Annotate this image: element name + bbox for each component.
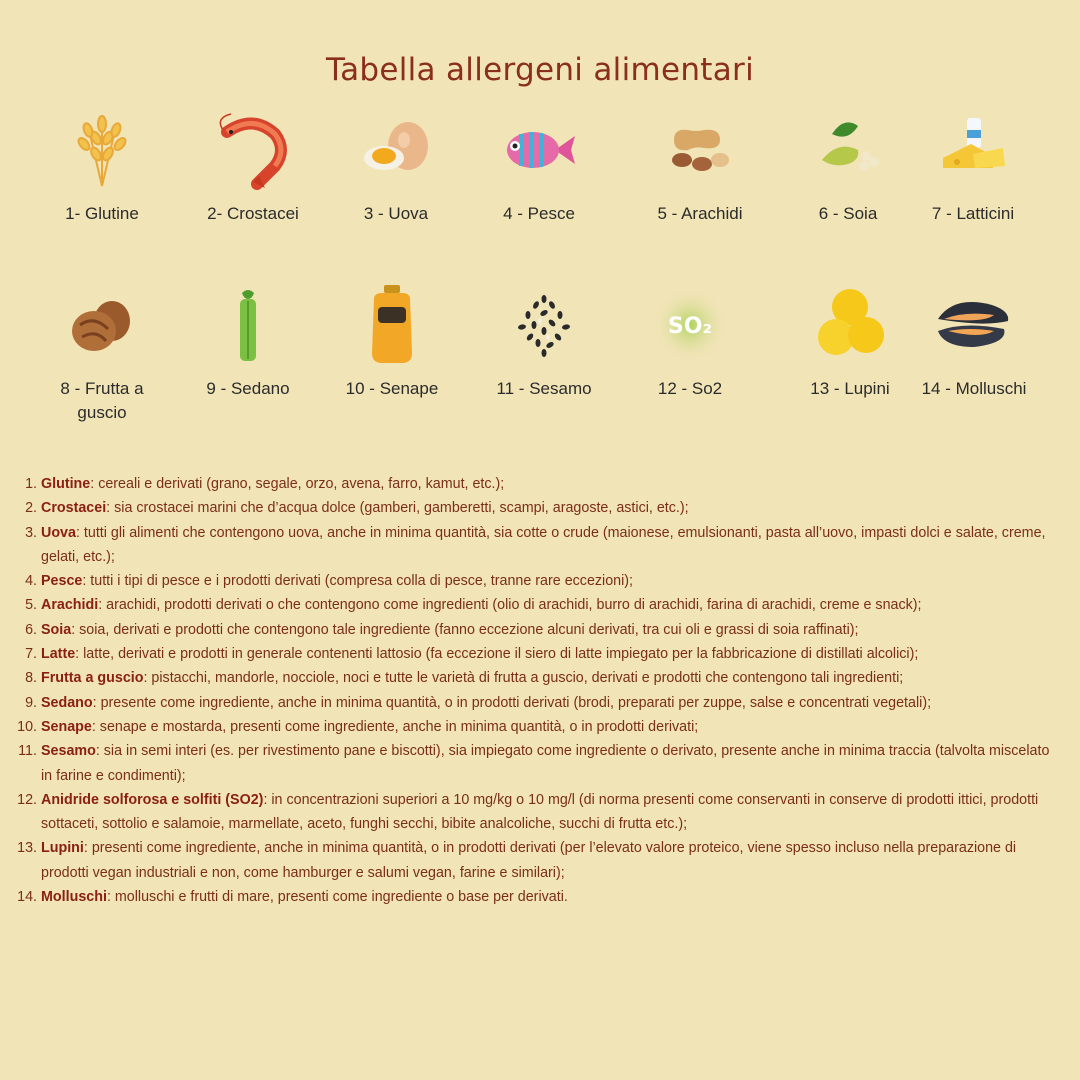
allergen-label: 3 - Uova	[363, 204, 429, 223]
mussel-icon	[934, 285, 1014, 365]
list-item: 1. Glutine: cereali e derivati (grano, segale, orzo, avena, farro, kamut, etc.);	[25, 476, 505, 492]
allergen-label: 10 - Senape	[345, 379, 439, 398]
list-item: 5. Arachidi: arachidi, prodotti derivati o che contengono come ingredienti (olio di arachidi, burro di arachidi, farina di arachidi, creme e snack);	[25, 597, 922, 614]
allergen-senape	[322, 285, 462, 401]
allergen-label: 12 - So2	[657, 379, 723, 398]
wheat-icon	[62, 110, 142, 190]
allergen-uova	[326, 110, 466, 226]
so2-formula: SO₂	[667, 314, 713, 339]
so2-icon	[650, 285, 730, 365]
mustard-icon	[352, 285, 432, 365]
dairy-icon	[933, 110, 1013, 190]
allergen-arachidi	[630, 110, 770, 226]
allergen-pesce	[469, 110, 609, 226]
allergen-label: 7 - Latticini	[931, 204, 1015, 223]
page-title: Tabella allergeni alimentari	[325, 52, 755, 88]
allergen-description-list	[0, 472, 1080, 909]
walnut-icon	[62, 285, 142, 365]
peanut-icon	[660, 110, 740, 190]
list-item: 9. Sedano: presente come ingrediente, anche in minima quantità, o in prodotti derivati (brodi, preparati per zuppe, salse e concentrati vegetali);	[25, 694, 932, 711]
allergen-label: 9 - Sedano	[206, 379, 290, 398]
allergen-sesamo	[474, 285, 614, 401]
list-item: 12. Anidride solforosa e solfiti (SO2): in concentrazioni superiori a 10 mg/kg o 10 mg/l (di norma presenti come conservanti in conserve di prodotti ittici, prodotti sottaceti, sottolio e salamoie, marmellate, aceto, funghi secchi, bibite analcoliche, succhi di frutta etc.);	[17, 791, 1039, 833]
sesame-icon	[504, 285, 584, 365]
allergen-label: 6 - Soia	[818, 204, 878, 223]
list-item: 6. Soia: soia, derivati e prodotti che contengono tale ingrediente (fanno eccezione alcuni derivati, tra cui oli e grassi di soia raffinati);	[25, 621, 859, 638]
shrimp-icon	[213, 110, 293, 190]
list-item: 7. Latte: latte, derivati e prodotti in generale contenenti lattosio (fa eccezione il siero di latte impiegato per la fabbricazione di distillati alcolici);	[25, 646, 919, 663]
list-item: 14. Molluschi: molluschi e frutti di mare, presenti come ingrediente o base per derivati.	[17, 889, 568, 906]
allergen-label: 13 - Lupini	[810, 379, 890, 398]
egg-icon	[356, 110, 436, 190]
list-item: 4. Pesce: tutti i tipi di pesce e i prodotti derivati (compresa colla di pesce, tranne rare eccezioni);	[25, 573, 634, 590]
allergen-label: 5 - Arachidi	[657, 204, 743, 223]
celery-icon	[208, 285, 288, 365]
fish-icon	[499, 110, 579, 190]
allergen-soia	[778, 110, 918, 226]
allergen-latticini	[903, 110, 1043, 226]
allergen-so2	[620, 285, 760, 401]
list-item: 2. Crostacei: sia crostacei marini che d’acqua dolce (gamberi, gamberetti, scampi, aragoste, astici, etc.);	[25, 500, 689, 517]
allergen-label: 1- Glutine	[65, 204, 139, 223]
allergen-label: 2- Crostacei	[207, 204, 299, 223]
lupin-icon	[810, 285, 890, 365]
soy-icon	[808, 110, 888, 190]
list-item: 13. Lupini: presenti come ingrediente, anche in minima quantità, o in prodotti derivati (per l’elevato valore proteico, viene spesso incluso nella preparazione di prodotti vegan industriali e non, come hamburger e salumi vegan, farine e similari);	[17, 840, 1017, 881]
list-item: 11. Sesamo: sia in semi interi (es. per rivestimento pane e biscotti), sia impiegato come ingrediente o derivato, presente anche in minima traccia (talvolta miscelato in farine e condimenti);	[18, 743, 1050, 784]
list-item: 10. Senape: senape e mostarda, presenti come ingrediente, anche in minima quantità, o in prodotti derivati;	[17, 718, 699, 735]
allergen-label: 8 - Frutta a guscio	[60, 379, 144, 422]
list-item: 3. Uova: tutti gli alimenti che contengono uova, anche in minima quantità, sia cotte o crude (maionese, emulsionanti, pasta all’uovo, impasti dolci e salate, creme, gelati, etc.);	[25, 524, 1046, 565]
allergen-glutine	[32, 110, 172, 226]
allergen-crostacei	[183, 110, 323, 226]
allergen-label: 14 - Molluschi	[921, 379, 1027, 398]
allergen-label: 11 - Sesamo	[496, 379, 592, 398]
allergen-label: 4 - Pesce	[503, 204, 575, 223]
allergen-sedano	[178, 285, 318, 401]
list-item: 8. Frutta a guscio: pistacchi, mandorle, nocciole, noci e tutte le varietà di frutta a guscio, derivati e prodotti che contengono tali ingredienti;	[25, 670, 904, 687]
allergen-lupini	[780, 285, 920, 401]
allergen-frutta-a-guscio	[32, 285, 172, 425]
allergen-molluschi	[904, 285, 1044, 401]
